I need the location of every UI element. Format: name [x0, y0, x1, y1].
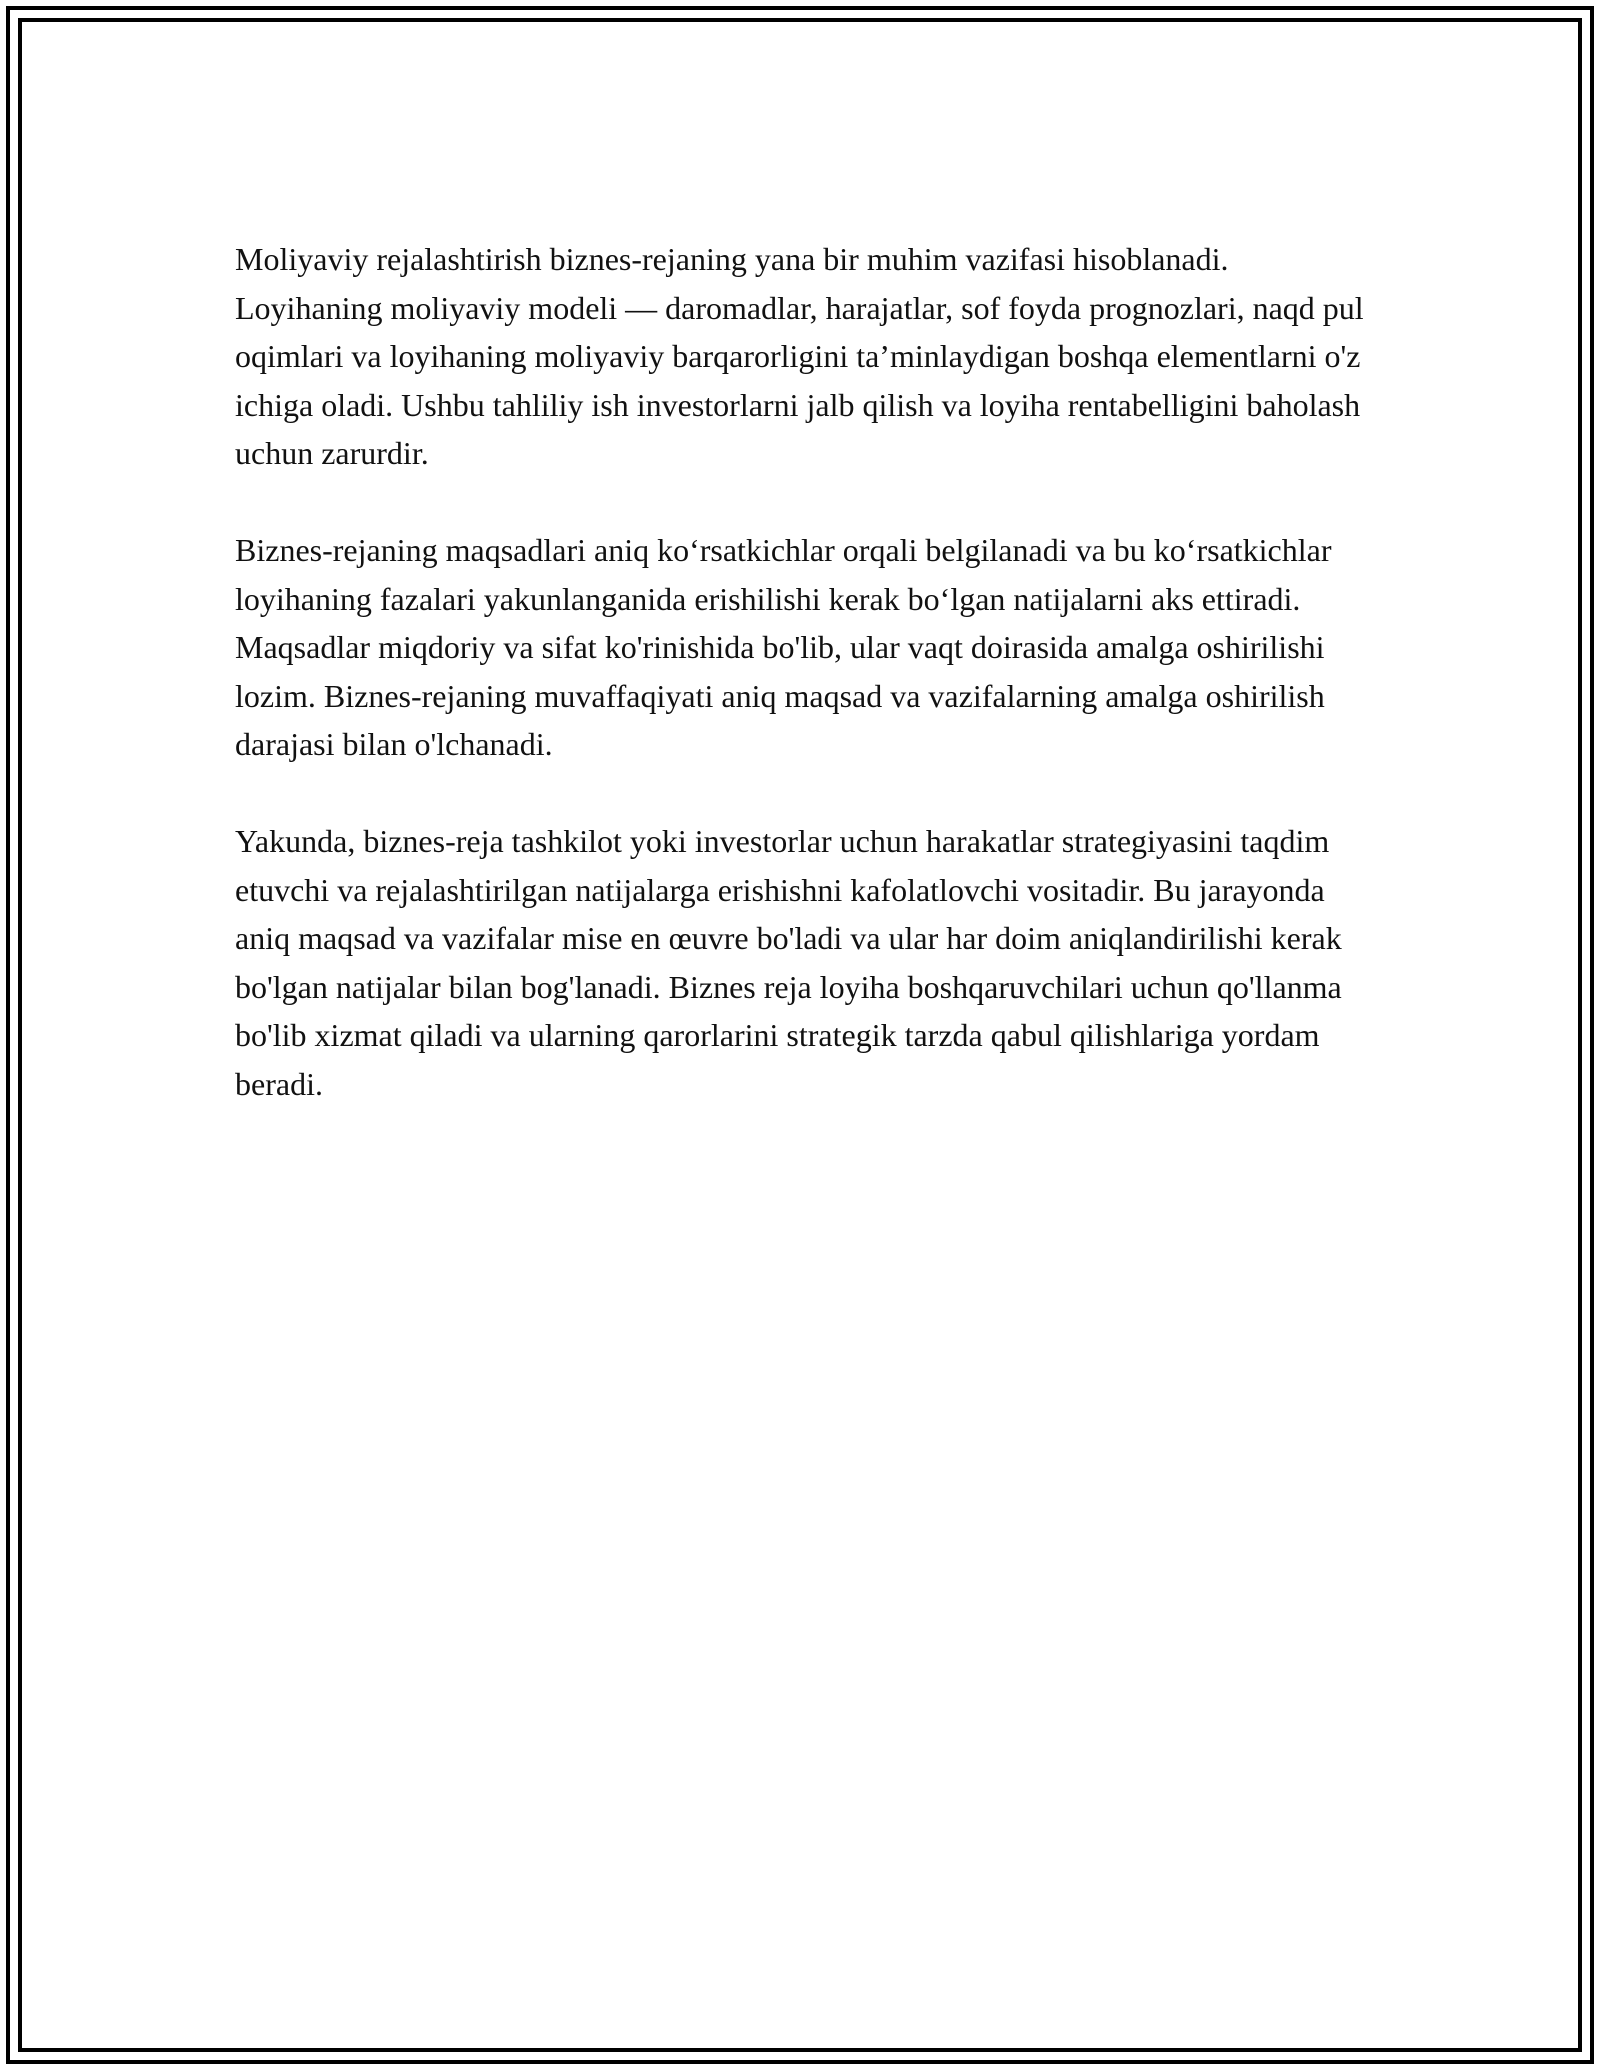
paragraph-conclusion: Yakunda, biznes-reja tashkilot yoki investorlar uchun harakatlar strategiyasini taqdim etuvchi va rejalashtirilgan natijalarga erishishni kafolatlovchi vositadir. Bu jarayonda aniq maqsad va vazifalar mise en œuvre bo'ladi va ular har doim aniqlandirilishi kerak bo'lgan natijalar bilan bog'lanadi. Biznes reja loyiha boshqaruvchilari uchun qo'llanma bo'lib xizmat qiladi va ularning qarorlarini strategik tarzda qabul qilishlariga yordam beradi.: [235, 823, 1342, 1102]
document-body: [235, 235, 1365, 1157]
paragraph-financial-planning: Moliyaviy rejalashtirish biznes-rejaning yana bir muhim vazifasi hisoblanadi. Loyihaning moliyaviy modeli — daromadlar, harajatlar, sof foyda prognozlari, naqd pul oqimlari va loyihaning moliyaviy barqarorligini ta’minlaydigan boshqa elementlarni o'z ichiga oladi. Ushbu tahliliy ish investorlarni jalb qilish va loyiha rentabelligini baholash uchun zarurdir.: [235, 241, 1364, 471]
paragraph-goals: Biznes-rejaning maqsadlari aniq koʻrsatkichlar orqali belgilanadi va bu koʻrsatkichlar loyihaning fazalari yakunlanganida erishilishi kerak boʻlgan natijalarni aks ettiradi. Maqsadlar miqdoriy va sifat ko'rinishida bo'lib, ular vaqt doirasida amalga oshirilishi lozim. Biznes-rejaning muvaffaqiyati aniq maqsad va vazifalarning amalga oshirilish darajasi bilan o'lchanadi.: [235, 532, 1332, 762]
